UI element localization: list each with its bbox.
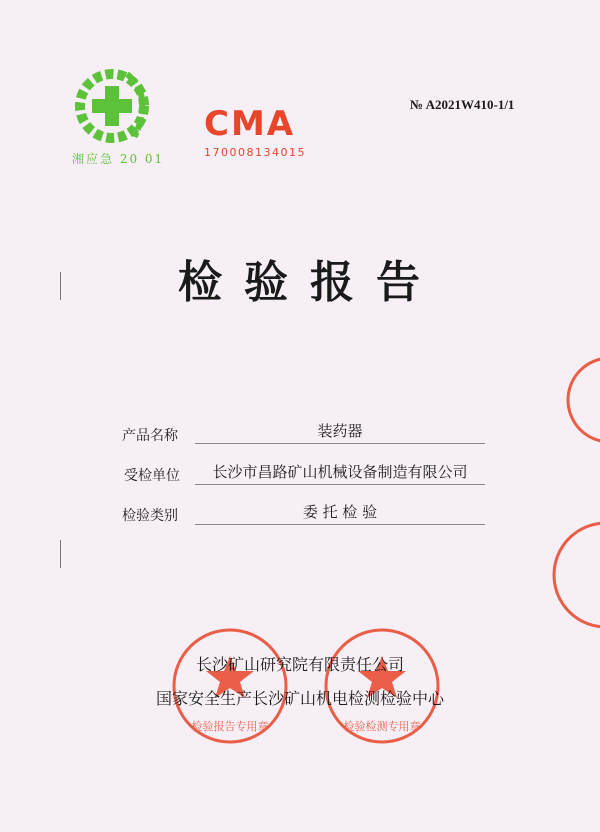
binding-mark — [60, 272, 61, 300]
field-label-inspected-unit: 受检单位 — [124, 468, 180, 484]
cma-logo — [204, 102, 306, 159]
emergency-logo-text: 湘应急 20 01 — [72, 152, 165, 166]
binding-mark — [60, 540, 61, 568]
field-value-inspection-type: 委 托 检 验 — [195, 500, 485, 525]
field-value-inspected-unit: 长沙市昌路矿山机械设备制造有限公司 — [195, 460, 485, 485]
organization-name: 长沙矿山研究院有限责任公司 — [195, 655, 404, 674]
svg-text:检验检测专用章: 检验检测专用章 — [343, 720, 421, 733]
field-label-product: 产品名称 — [122, 428, 178, 444]
organization-name: 国家安全生产长沙矿山机电检测检验中心 — [155, 689, 444, 708]
edge-stamp-partial — [548, 520, 600, 634]
edge-stamp-partial — [565, 355, 600, 449]
report-number: № A2021W410-1/1 — [410, 97, 515, 112]
cma-number: 170008134015 — [204, 146, 306, 159]
svg-text:检验报告专用章: 检验报告专用章 — [191, 720, 269, 733]
cma-logo-text: CMA — [204, 104, 296, 144]
field-value-product: 装药器 — [195, 419, 485, 444]
field-label-inspection-type: 检验类别 — [122, 508, 178, 524]
document-title: 检验报告 — [178, 257, 442, 308]
emergency-management-logo — [72, 66, 164, 167]
